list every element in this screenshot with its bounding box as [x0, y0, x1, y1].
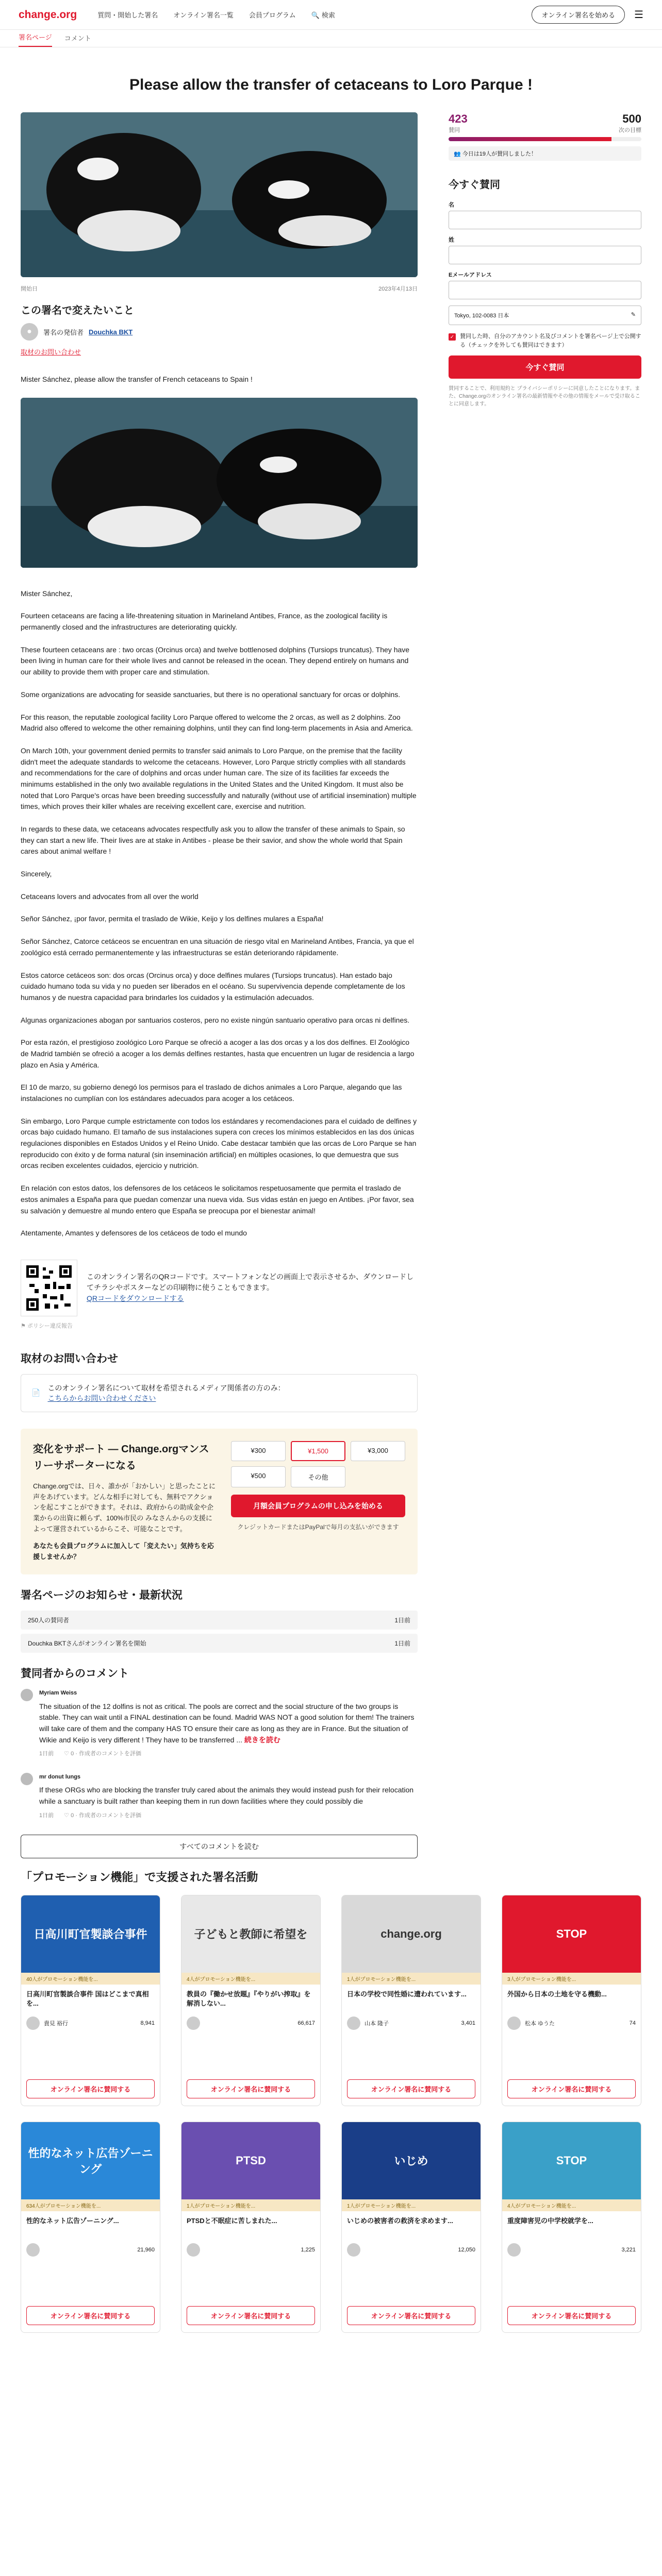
promo-card-user	[181, 2243, 320, 2257]
update-date: 1日前	[394, 1617, 410, 1624]
updates-heading: 署名ページのお知らせ・最新状況	[21, 1589, 183, 1602]
top-header	[0, 0, 662, 30]
media-inquiry-link[interactable]: 取材のお問い合わせ	[21, 348, 81, 356]
promo-sign-button[interactable]: オンライン署名に賛同する	[507, 2079, 636, 2098]
starter-name-link[interactable]: Douchka BKT	[89, 328, 133, 336]
promo-sign-button[interactable]: オンライン署名に賛同する	[26, 2306, 155, 2325]
comment-item	[21, 1689, 418, 1758]
promo-cards	[21, 1895, 641, 2333]
body-paragraph: These fourteen cetaceans are : two orcas (Orcinus orca) and twelve bottlenosed dolphins (Tursiops truncatus). They have been living in human care for their whole lives and cannot be released in the ocean. They depend entirely on humans and our ability to provide them with proper care and stimulation.	[21, 645, 410, 676]
avatar	[21, 1689, 33, 1701]
promo-card[interactable]	[181, 2122, 321, 2333]
comment-like[interactable]	[64, 1750, 141, 1758]
search-icon: 🔍	[311, 11, 320, 19]
qr-download-link[interactable]: QRコードをダウンロードする	[87, 1294, 184, 1303]
promo-sign-button[interactable]: オンライン署名に賛同する	[507, 2306, 636, 2325]
payment-note: クレジットカードまたはPayPalで毎月の支払いができます	[237, 1523, 399, 1531]
promo-signature-count: 12,050	[458, 2246, 475, 2253]
qr-description	[87, 1272, 418, 1304]
first-name-label: 名	[449, 202, 454, 208]
promo-sign-button[interactable]: オンライン署名に賛同する	[187, 2306, 315, 2325]
email-label: Eメールアドレス	[449, 272, 492, 278]
promo-card[interactable]	[21, 1895, 160, 2106]
promo-card[interactable]	[341, 2122, 481, 2333]
nav-item-search[interactable]	[311, 10, 335, 20]
terms-text: 賛同することで、利用規約と プライバシーポリシーに同意したことになります。また、Change.orgのオンライン署名の最新情報やその他の情報をメールで受け取ることに同意します。	[449, 386, 640, 407]
promo-badge: 40人がプロモーション機能を...	[21, 1973, 160, 1985]
promo-card-image: STOP	[502, 2122, 641, 2199]
membership-heading	[33, 1441, 219, 1474]
meta-label: 開始日	[21, 286, 38, 292]
avatar	[347, 2016, 360, 2030]
body-image	[21, 398, 418, 568]
petition-title: Please allow the transfer of cetaceans to Loro Parque !	[129, 76, 533, 93]
promo-card-user	[342, 2016, 481, 2030]
promo-signature-count: 8,941	[140, 2020, 155, 2026]
section-title: この署名で変えたいこと	[21, 305, 134, 316]
signature-goal-label: 次の目標	[619, 127, 641, 133]
report-link[interactable]: ⚑ ポリシー違反報告	[21, 1323, 73, 1329]
body-paragraph: On March 10th, your government denied permits to transfer said animals to Loro Parque, on the premise that the facility didn't meet the adequate standards to welcome the cetaceans. However, Loro Parque strictly complies with all standards and recommendations for the care of dolphins and orcas under human care. The size of its facilities far exceeds the minimums established in the only two available regulations in the United States and the United Kingdom. It must also be noted that Loro Parque's orcas have been breeding successfully and naturally (without use of artificial insemination) multiple times, which proves their killer whales are receiving excellent care, exercise and nutrition.	[21, 746, 417, 811]
membership-signup-button[interactable]: 月額会員プログラムの申し込みを始める	[231, 1495, 405, 1517]
body-paragraph: Atentamente, Amantes y defensores de los cetáceos de todo el mundo	[21, 1229, 247, 1238]
sign-sidebar	[449, 112, 641, 1858]
body-paragraph: Fourteen cetaceans are facing a life-threatening situation in Marineland Antibes, France, as the zoological facility is permanently closed and the infrastructures are deteriorating quickly.	[21, 612, 388, 632]
promo-badge: 1人がプロモーション機能を...	[342, 2199, 481, 2211]
main-column	[21, 112, 418, 1858]
commenter-name: Myriam Weiss	[39, 1690, 77, 1697]
body-paragraph: Algunas organizaciones abogan por santuarios costeros, pero no existe ningún santuario operativo para orcas ni delfines.	[21, 1015, 410, 1024]
press-text: このオンライン署名について取材を希望されるメディア関係者の方のみ：	[47, 1383, 285, 1392]
update-row[interactable]	[21, 1611, 418, 1630]
body-paragraph: For this reason, the reputable zoological facility Loro Parque offered to welcome the 2 orcas, as well as 2 dolphins. Zoo Madrid also offered to welcome the other remaining dolphins, until they can find long-term placements in Asia and America.	[21, 713, 413, 733]
body-paragraph: Señor Sánchez, Catorce cetáceos se encuentran en una situación de riesgo vital en Marineland Antibes, Francia, ya que el zoológico está cerrado permanentemente y las infraestructuras se están deteriorando rápidamente.	[21, 937, 414, 957]
promo-card[interactable]	[21, 2122, 160, 2333]
body-paragraph: Por esta razón, el prestigioso zoológico Loro Parque se ofreció a acoger a las dos orcas y a los dos delfines. El Zoológico de Madrid también se ofreció a acoger a los demás delfines restantes, hasta que encuentren un lugar de residencia a largo plazo en Asia y América.	[21, 1038, 415, 1069]
promo-heading: 「プロモーション機能」で支援された署名活動	[21, 1870, 258, 1884]
comment-like[interactable]	[64, 1811, 141, 1820]
main-nav	[97, 10, 335, 20]
today-notice: 👥 今日は19人が賛同しました！	[449, 146, 641, 161]
qr-section	[21, 1260, 418, 1316]
comment-date: 1日前	[39, 1751, 54, 1757]
membership-body: Change.orgでは、日々、誰かが「おかしい」と思ったことに声をあげています。どんな相手に対しても、無料でアクションを起こすことができます。それは、政府からの助成金や企業からの出資に頼らず、100%市民の みなさんからの支援によって運営されているからこそ、可能なことです。	[33, 1482, 216, 1533]
body-paragraph: En relación con estos datos, los defensores de los cetáceos le solicitamos respetuosamente que permita el traslado de estos animales a España para que puedan comenzar una nueva vida. Sus vidas están en juego en Antibes. ¡Por favor, sea su salvación y demuestre al mundo entero que España se preocupa por el bienestar animal!	[21, 1184, 414, 1215]
start-petition-button[interactable]: オンライン署名を始める	[532, 6, 625, 24]
avatar	[347, 2243, 360, 2257]
comments-section	[21, 1665, 418, 1858]
membership-bold-text: あなたも会員プログラムに加入して「変えたい」気持ちを応援しませんか？	[33, 1541, 214, 1561]
read-more-link[interactable]: 続きを読む	[244, 1735, 280, 1744]
body-paragraph: Estos catorce cetáceos son: dos orcas (Orcinus orca) y doce delfines mulares (Tursiops truncatus). Han estado bajo cuidado humano toda su vida y no pueden ser liberados en el océano. Su supervivencia depende completamente de los humanos y de nuestra capacidad para brindarles los cuidados y la estimulación adecuados.	[21, 971, 405, 1002]
edit-icon[interactable]: ✎	[631, 312, 636, 318]
intro-paragraph: Mister Sánchez, please allow the transfer of French cetaceans to Spain !	[21, 375, 253, 383]
amount-option-other[interactable]: その他	[291, 1466, 345, 1487]
today-text: 今日は19人が賛同しました！	[462, 151, 537, 157]
promo-badge: 4人がプロモーション機能を...	[181, 1973, 320, 1985]
promo-card-title: いじめの被害者の救済を求めます...	[347, 2216, 453, 2225]
nav-item-my-petitions[interactable]: 質問・開始した署名	[97, 11, 158, 19]
promo-card-user	[342, 2243, 481, 2257]
promo-card[interactable]	[181, 1895, 321, 2106]
first-name-field[interactable]	[449, 211, 641, 229]
heart-icon: ♡	[64, 1751, 69, 1757]
promoted-petitions	[0, 1858, 662, 2333]
promo-card-title: 日高川町官製談合事件 国はどこまで真相を...	[26, 1990, 149, 2007]
press-box	[21, 1374, 418, 1412]
avatar: ●	[21, 323, 38, 341]
updates-section	[21, 1587, 418, 1653]
promo-card-title: 性的なネット広告ゾーニング...	[26, 2216, 119, 2225]
promo-card-image: 日高川町官製談合事件	[21, 1895, 160, 1973]
avatar	[187, 2243, 200, 2257]
body-paragraph: Sin embargo, Loro Parque cumple estrictamente con todos los estándares y recomendaciones para el cuidado de delfines y orcas bajo cuidado humano. El tamaño de sus instalaciones supera con creces los mínimos establecidos en las dos únicas regulaciones disponibles en Estados Unidos y el Reino Unido. Cabe destacar también que las orcas de Loro Parque se han reproducido con éxito y de forma natural (sin inseminación artificial) en múltiples ocasiones, lo que demuestra que sus orcas reciben excelentes cuidados, ejercicio y nutrición.	[21, 1116, 417, 1170]
consent-row[interactable]	[449, 332, 641, 349]
promo-signature-count: 3,401	[461, 2020, 475, 2026]
signature-goal: 500	[622, 112, 641, 125]
promo-card-image: 子どもと教師に希望を	[181, 1895, 320, 1973]
consent-text: 賛同した時、自分のアカウント名及びコメントを署名ページ上で公開する（チェックを外しても賛同はできます）	[460, 333, 641, 348]
avatar	[507, 2016, 521, 2030]
amount-option[interactable]: ¥3,000	[351, 1441, 405, 1461]
starter-label: 署名の発信者	[43, 328, 84, 336]
petition-meta	[21, 284, 418, 293]
promo-card-user	[21, 2243, 160, 2257]
body-paragraph: In regards to these data, we cetaceans advocates respectfully ask you to allow the transfer of these animals to Spain, so they can start a new life. Their lives are at stake in Antibes - please be their savior, and show the whole world that Spain cares about animal welfare !	[21, 825, 405, 856]
tab-comments[interactable]: コメント	[64, 35, 91, 42]
promo-card-title: 重度障害児の中学校就学を...	[507, 2216, 593, 2225]
promo-signature-count: 21,960	[137, 2246, 155, 2253]
promo-sign-button[interactable]: オンライン署名に賛同する	[187, 2079, 315, 2098]
promo-card[interactable]	[341, 1895, 481, 2106]
last-name-field[interactable]	[449, 246, 641, 264]
body-paragraph: Sincerely,	[21, 870, 52, 878]
press-heading: 取材のお問い合わせ	[21, 1352, 118, 1365]
membership-heading-bold: Change.orgマンスリーサポーターになる	[33, 1443, 209, 1471]
promo-badge: 1人がプロモーション機能を...	[181, 2199, 320, 2211]
promo-card-image: 性的なネット広告ゾーニング	[21, 2122, 160, 2199]
promo-sign-button[interactable]: オンライン署名に賛同する	[347, 2079, 475, 2098]
report-label: ポリシー違反報告	[27, 1323, 73, 1329]
header-right	[532, 6, 643, 24]
comment-text: The situation of the 12 dolfins is not as critical. The pools are correct and the social structure of the two groups is stable. They can wait until a FINAL destination can be found. Madrid WAS NOT a good solution for them! The trainers will take care of them and the company HAS TO ensure their care as long as they are in France. But the situation of Wikie and Keijo is very different ! They have to be transferred ...	[39, 1702, 415, 1744]
progress-fill	[449, 137, 611, 141]
press-contact-link[interactable]: こちらからお問い合わせください	[47, 1394, 156, 1402]
promo-badge: 3人がプロモーション機能を...	[502, 1973, 641, 1985]
avatar	[21, 1773, 33, 1785]
promo-badge: 1人がプロモーション機能を...	[342, 1973, 481, 1985]
promo-card-user	[21, 2016, 160, 2030]
body-paragraph: Cetaceans lovers and advocates from all over the world	[21, 892, 198, 901]
signature-stats	[449, 112, 641, 134]
promo-card-title: 日本の学校で同性婚に遭われています...	[347, 1990, 467, 1998]
membership-description	[33, 1441, 219, 1563]
last-name-label: 姓	[449, 237, 454, 243]
avatar	[26, 2243, 40, 2257]
signature-count-label: 賛同	[449, 127, 460, 133]
membership-box	[21, 1429, 418, 1575]
promo-card-user	[181, 2016, 320, 2030]
promo-signature-count: 3,221	[621, 2246, 636, 2253]
promo-card-image: PTSD	[181, 2122, 320, 2199]
membership-heading-prefix: 変化をサポート —	[33, 1443, 119, 1455]
promo-card-image: いじめ	[342, 2122, 481, 2199]
promo-signature-count: 1,225	[301, 2246, 315, 2253]
start-date: 2023年4月13日	[378, 286, 418, 292]
signature-count: 423	[449, 112, 468, 125]
promo-card[interactable]	[502, 2122, 641, 2333]
orca-photo	[21, 112, 418, 277]
orca-photo-2	[21, 398, 418, 568]
promo-card-image: STOP	[502, 1895, 641, 1973]
comment-like-label: 0 · 作成者のコメントを評価	[71, 1812, 141, 1819]
promo-card-title: 教員の『働かせ放題』『やりがい搾取』を解消しない...	[187, 1990, 311, 2007]
document-icon: 📄	[31, 1388, 41, 1397]
comment-text: If these ORGs who are blocking the transfer truly cared about the animals they would instead push for their relocation while a sanctuary is built rather than keeping them in run down facilities where they could possibly die	[39, 1786, 414, 1806]
body-paragraph: El 10 de marzo, su gobierno denegó los permisos para el traslado de dichos animales a Loro Parque, alegando que las instalaciones no cumplían con los estándares adecuados para acoger a los cetáceos.	[21, 1083, 402, 1103]
update-date: 1日前	[394, 1640, 410, 1648]
comment-item	[21, 1773, 418, 1820]
petition-tabs	[0, 30, 662, 47]
comments-heading: 賛同者からのコメント	[21, 1668, 129, 1680]
see-all-comments-button[interactable]: すべてのコメントを読む	[21, 1835, 418, 1858]
membership-options	[231, 1441, 405, 1563]
sign-heading: 今すぐ賛同	[449, 179, 500, 191]
qr-code	[21, 1260, 77, 1316]
hamburger-menu-icon[interactable]: ☰	[634, 9, 643, 21]
petition-body	[21, 374, 418, 385]
sign-button[interactable]: 今すぐ賛同	[449, 355, 641, 379]
amount-option[interactable]: ¥500	[231, 1466, 286, 1487]
update-label: 250人の賛同者	[28, 1617, 70, 1624]
promo-card[interactable]	[502, 1895, 641, 2106]
update-row[interactable]	[21, 1634, 418, 1653]
comment-date: 1日前	[39, 1812, 54, 1819]
comment-footer	[39, 1811, 418, 1820]
promo-user-name: 山本 隆子	[365, 2020, 389, 2027]
promo-card-title: 外国から日本の土地を守る機動...	[507, 1990, 607, 1998]
comment-footer	[39, 1750, 418, 1758]
promo-sign-button[interactable]: オンライン署名に賛同する	[26, 2079, 155, 2098]
location-text: Tokyo, 102-0083 日本	[454, 313, 509, 319]
comment-like-label: 0 · 作成者のコメントを評価	[71, 1751, 141, 1757]
promo-card-user	[502, 2243, 641, 2257]
nav-search-label: 検索	[321, 11, 335, 19]
avatar	[187, 2016, 200, 2030]
progress-bar	[449, 137, 641, 141]
body-paragraph: Some organizations are advocating for seaside sanctuaries, but there is no operational sanctuary for orcas or dolphins.	[21, 690, 401, 699]
nav-item-browse[interactable]: オンライン署名一覧	[173, 11, 234, 19]
amount-option-selected[interactable]: ¥1,500	[291, 1441, 345, 1461]
commenter-name: mr donut lungs	[39, 1774, 81, 1781]
update-label: Douchka BKTさんがオンライン署名を開始	[28, 1640, 146, 1648]
promo-user-name: 貴見 裕行	[44, 2020, 69, 2027]
promo-card-image: change.org	[342, 1895, 481, 1973]
promo-signature-count: 74	[629, 2020, 636, 2026]
location-field[interactable]	[449, 306, 641, 325]
logo[interactable]: change.org	[19, 8, 77, 21]
nav-item-membership[interactable]: 会員プログラム	[249, 11, 296, 19]
qr-code-icon	[24, 1263, 74, 1313]
promo-signature-count: 66,617	[297, 2020, 315, 2026]
email-field[interactable]	[449, 281, 641, 299]
hero-image	[21, 112, 418, 277]
avatar	[507, 2243, 521, 2257]
petition-body-text	[21, 588, 418, 1239]
promo-card-title: PTSDと不眠症に苦しまれた...	[187, 2216, 277, 2225]
promo-sign-button[interactable]: オンライン署名に賛同する	[347, 2306, 475, 2325]
avatar	[26, 2016, 40, 2030]
amount-options	[231, 1441, 405, 1487]
qr-text: このオンライン署名のQRコードです。スマートフォンなどの画面上で表示させるか、ダウンロードしてチラシやポスターなどの印刷物に使うこともできます。	[87, 1273, 414, 1292]
promo-badge: 634人がプロモーション機能を...	[21, 2199, 160, 2211]
amount-option[interactable]: ¥300	[231, 1441, 286, 1461]
consent-checkbox[interactable]: ✓	[449, 333, 456, 341]
promo-badge: 4人がプロモーション機能を...	[502, 2199, 641, 2211]
body-paragraph: Señor Sánchez, ¡por favor, permita el traslado de Wikie, Keijo y los delfines mulares a España!	[21, 914, 324, 923]
petition-starter	[21, 323, 418, 341]
heart-icon: ♡	[64, 1812, 69, 1819]
promo-card-user	[502, 2016, 641, 2030]
tab-petition[interactable]: 署名ページ	[19, 32, 52, 47]
body-paragraph: Mister Sánchez,	[21, 589, 73, 598]
promo-user-name: 松本 ゆうた	[525, 2020, 555, 2027]
